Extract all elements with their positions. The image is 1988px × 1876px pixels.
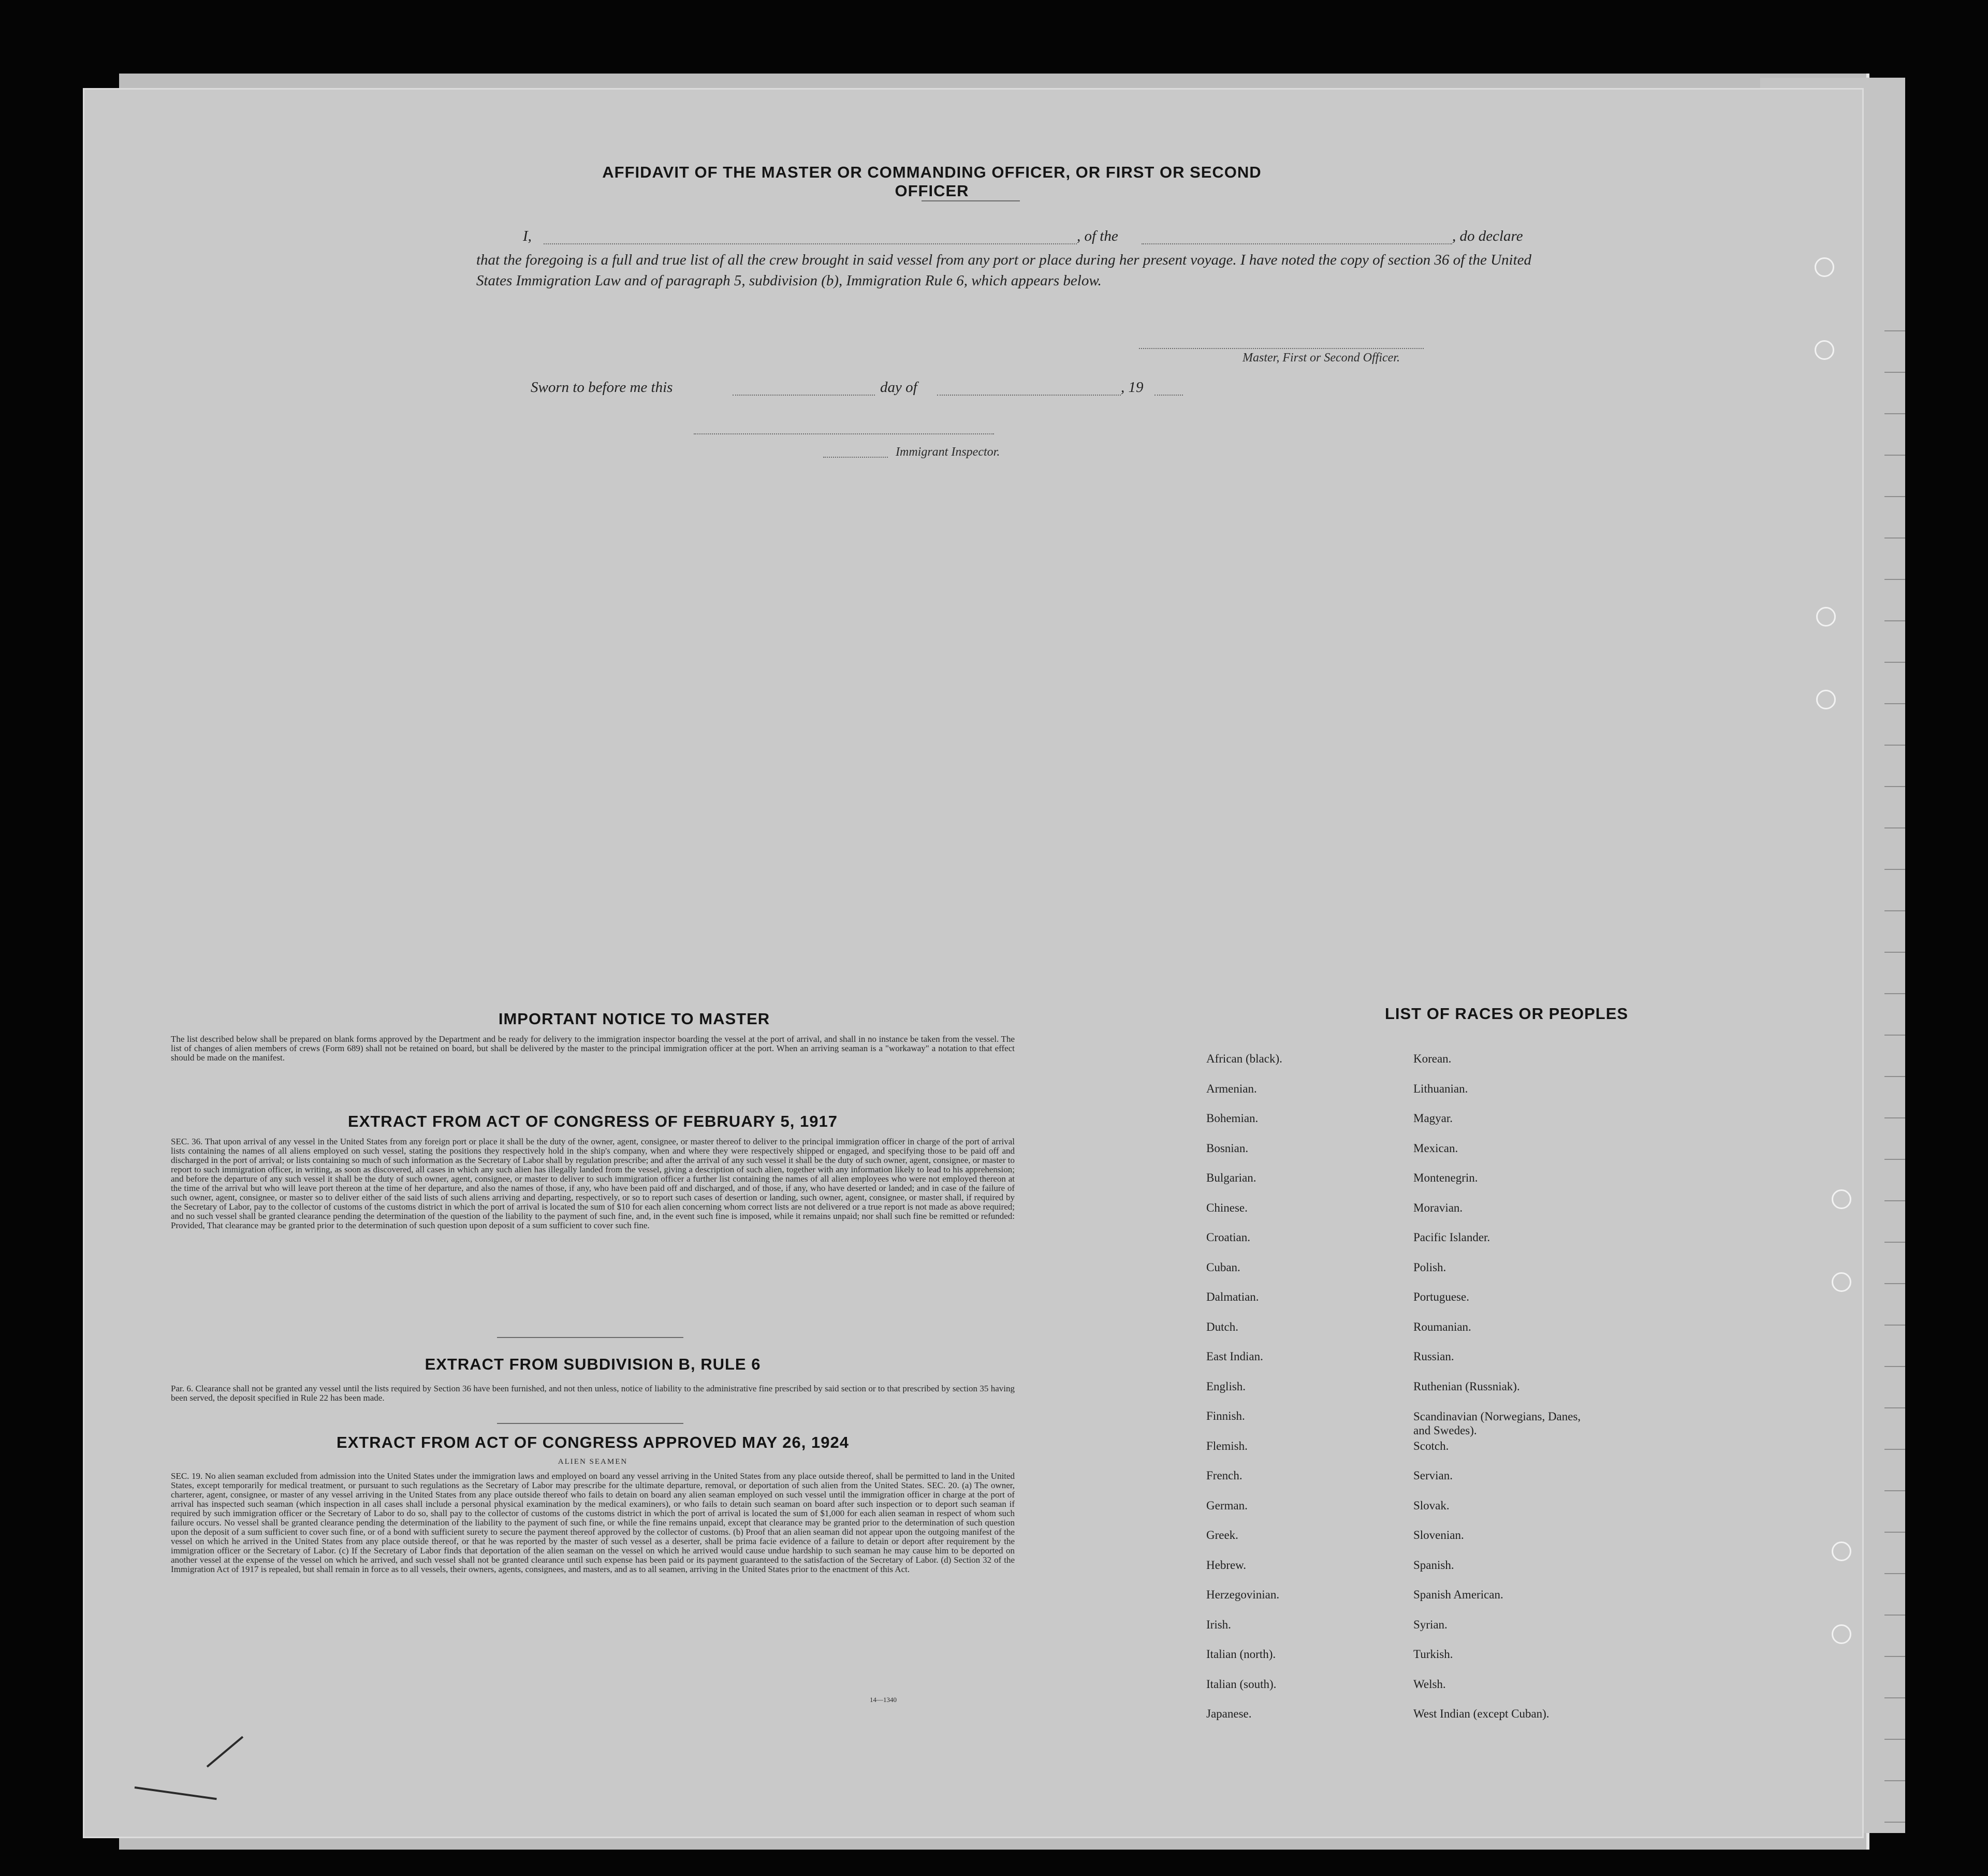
race-item: West Indian (except Cuban). <box>1413 1707 1550 1720</box>
notice-heading: IMPORTANT NOTICE TO MASTER <box>498 1010 770 1028</box>
race-item: Cuban. <box>1206 1260 1240 1274</box>
races-column-1 <box>1206 1052 1282 1737</box>
race-item: Armenian. <box>1206 1082 1257 1095</box>
notice-text: The list described below shall be prepared on blank forms approved by the Department and be ready for delivery to the immigration inspector boarding the vessel at the port of arrival, and shall in no instance be taken from the vessel. The list of changes of alien members of crews (Form 689) shall not be retained on board, but shall be delivered by the master to the principal immigration officer at the port. When an arriving seaman is a "workaway" a notation to that effect should be made on the manifest. <box>171 1034 1015 1063</box>
sworn-label: Sworn to before me this <box>531 379 673 396</box>
binder-hole <box>1816 690 1836 709</box>
heading-divider <box>922 200 1020 201</box>
do-declare-label: , do declare <box>1452 228 1523 244</box>
race-item: Chinese. <box>1206 1201 1248 1214</box>
race-item: Bohemian. <box>1206 1112 1259 1125</box>
race-item: Croatian. <box>1206 1231 1250 1244</box>
inspector-dots <box>823 457 888 458</box>
binder-hole <box>1832 1189 1851 1209</box>
race-item: Welsh. <box>1413 1677 1446 1691</box>
inspector-signature-blank[interactable] <box>694 433 994 434</box>
race-item: Turkish. <box>1413 1648 1453 1661</box>
year-label: , 19 <box>1121 379 1144 396</box>
race-item: Mexican. <box>1413 1141 1458 1155</box>
race-item: Bulgarian. <box>1206 1171 1256 1184</box>
race-item: Scotch. <box>1413 1439 1449 1452</box>
race-item: German. <box>1206 1499 1248 1512</box>
race-item: Dutch. <box>1206 1320 1238 1333</box>
extract-rule6-heading: EXTRACT FROM SUBDIVISION B, RULE 6 <box>425 1355 761 1373</box>
race-item: Flemish. <box>1206 1439 1248 1452</box>
affidavit-body: that the foregoing is a full and true list of all the crew brought in said vessel from any port or place during her present voyage. I have noted the copy of section 36 of the United States Immigration Law and of paragraph 5, subdivision (b), Immigration Rule 6, which appears below. <box>476 252 1532 289</box>
day-blank[interactable] <box>733 395 875 396</box>
race-item: Greek. <box>1206 1529 1238 1541</box>
race-item: Slovenian. <box>1413 1529 1464 1541</box>
race-item: Irish. <box>1206 1618 1231 1631</box>
extract-rule6-text: Par. 6. Clearance shall not be granted any vessel until the lists required by Section 36 have been furnished, and not then unless, notice of liability to the administrative fine prescribed by said section or to that prescribed by section 35 having been served, the deposit specified in Rule 22 has been made. <box>171 1384 1015 1403</box>
race-item: Korean. <box>1413 1052 1452 1065</box>
extract-1917-text: SEC. 36. That upon arrival of any vessel in the United States from any foreign port or place it shall be the duty of the owner, agent, consignee, or master thereof to deliver to the principal immigration officer in charge of the port of arrival lists containing the names of all aliens employed on such vessel, stating the positions they respectively hold in the ship's company, when and where they were respectively shipped or engaged, and specifying those to be paid off and discharged in the port of arrival; or lists containing so much of such information as the Secretary of Labor shall by regulation prescribe; and after the arrival of any such vessel it shall be the duty of such owner, agent, consignee, or master to report to such immigration officer, in writing, as soon as discovered, all cases in which any such alien has illegally landed from the vessel, giving a description of such alien, together with any information likely to lead to his apprehension; and before the departure of any such vessel it shall be the duty of such owner, agent, consignee, or master to deliver to such immigration officer a further list containing the names of all alien employees who were not employed thereon at the time of the arrival but who will leave port thereon at the time of her departure, and also the names of those, if any, who have been paid off and discharged, and of those, if any, who have deserted or landed; and in case of the failure of such owner, agent, consignee, or master so to deliver either of the said lists of such aliens arriving and departing, respectively, or so to report such cases of desertion or landing, such owner, agent, consignee, or master shall, if required by the Secretary of Labor, pay to the collector of customs of the customs district in which the port of arrival is located the sum of $10 for each alien concerning whom correct lists are not delivered or a true report is not made as above required; and no such vessel shall be granted clearance pending the determination of the question of the liability to the payment of such fine, and, in the event such fine is imposed, while it remains unpaid; nor shall such fine be remitted or refunded: Provided, That clearance may be granted prior to the determination of such question upon deposit of a sum sufficient to cover such fine. <box>171 1137 1015 1230</box>
race-item: Polish. <box>1413 1260 1446 1274</box>
race-item: Bosnian. <box>1206 1141 1249 1155</box>
signature-label: Master, First or Second Officer. <box>1242 351 1400 365</box>
document-page <box>83 88 1864 1838</box>
binder-hole <box>1832 1624 1851 1644</box>
races-heading: LIST OF RACES OR PEOPLES <box>1384 1005 1629 1023</box>
extract-1917-heading: EXTRACT FROM ACT OF CONGRESS OF FEBRUARY 5, 1917 <box>348 1112 838 1130</box>
race-item: Finnish. <box>1206 1409 1245 1422</box>
race-item: Montenegrin. <box>1413 1171 1478 1184</box>
section-divider <box>497 1337 683 1338</box>
form-number: 14—1340 <box>870 1696 897 1704</box>
inspector-label: Immigrant Inspector. <box>896 445 1000 459</box>
race-item: East Indian. <box>1206 1350 1263 1363</box>
binder-hole <box>1815 340 1834 360</box>
race-item: Slovak. <box>1413 1499 1450 1512</box>
race-item: Spanish. <box>1413 1558 1454 1572</box>
extract-1924-heading: EXTRACT FROM ACT OF CONGRESS APPROVED MAY 26, 1924 <box>337 1433 849 1451</box>
affidavit-i-label: I, <box>523 228 532 244</box>
pencil-mark <box>135 1786 217 1800</box>
day-of-label: day of <box>880 379 917 396</box>
name-blank[interactable] <box>544 243 1077 244</box>
extract-1924-text: SEC. 19. No alien seaman excluded from admission into the United States under the immigration laws and employed on board any vessel arriving in the United States from any place outside thereof, shall be permitted to land in the United States, except temporarily for medical treatment, or pursuant to such regulations as the Secretary of Labor may prescribe for the ultimate departure, removal, or deportation of such alien from the United States. SEC. 20. (a) The owner, charterer, agent, consignee, or master of any vessel arriving in the United States from any place outside thereof who fails to detain on board any alien seaman employed on such vessel until the immigration officer in charge at the port of arrival has inspected such seaman (which inspection in all cases shall include a personal physical examination by the medical examiners), or who fails to detain such seaman on board after such inspection or to deport such seaman if required by such immigration officer or the Secretary of Labor to do so, shall pay to the collector of customs of the customs district in which the port of arrival is located the sum of $1,000 for each alien seaman in respect of whom such failure occurs. No vessel shall be granted clearance pending the determination of the liability to the payment of such fine, or while the fine remains unpaid, except that clearance may be granted prior to the determination of such question upon the deposit of a sum sufficient to cover such fine, or of a bond with sufficient surety to secure the payment thereof approved by the collector of customs. (b) Proof that an alien seaman did not appear upon the outgoing manifest of the vessel on which he arrived in the United States from any place outside thereof, or that he was reported by the master of such vessel as a deserter, shall be prima facie evidence of a failure to detain or deport after requirement by the immigration officer or the Secretary of Labor. (c) If the Secretary of Labor finds that deportation of the alien seaman on the vessel on which he arrived would cause undue hardship to such seaman he may cause him to be deported on another vessel at the expense of the vessel on which he arrived, and such vessel shall not be granted clearance until such expense has been paid or its payment guaranteed to the satisfaction of the Secretary of Labor. (d) Section 32 of the Immigration Act of 1917 is repealed, but shall remain in force as to all vessels, their owners, agents, consignees, and masters, and as to all seamen, arriving in the United States prior to the enactment of this Act. <box>171 1471 1015 1574</box>
race-item: Hebrew. <box>1206 1558 1247 1572</box>
race-item: Pacific Islander. <box>1413 1231 1490 1244</box>
alien-seamen-subheading: ALIEN SEAMEN <box>558 1458 628 1466</box>
binder-hole <box>1816 607 1836 627</box>
race-item: Russian. <box>1413 1350 1454 1363</box>
race-item: Italian (south). <box>1206 1677 1277 1691</box>
vessel-blank[interactable] <box>1142 243 1452 244</box>
race-item: Japanese. <box>1206 1707 1252 1720</box>
race-item: Servian. <box>1413 1469 1453 1482</box>
race-item: Lithuanian. <box>1413 1082 1468 1095</box>
race-item: Scandinavian (Norwegians, Danes, and Swedes). <box>1413 1410 1581 1437</box>
race-item: Moravian. <box>1413 1201 1463 1214</box>
binder-hole <box>1832 1541 1851 1561</box>
binder-hole <box>1815 257 1834 277</box>
race-item: Ruthenian (Russniak). <box>1413 1379 1520 1393</box>
race-item: Magyar. <box>1413 1112 1453 1125</box>
race-item: Syrian. <box>1413 1618 1448 1631</box>
race-item: Dalmatian. <box>1206 1290 1259 1303</box>
signature-blank[interactable] <box>1139 348 1424 349</box>
race-item: Italian (north). <box>1206 1648 1276 1661</box>
section-divider-2 <box>497 1423 683 1424</box>
race-item: Spanish American. <box>1413 1588 1503 1601</box>
races-column-2 <box>1413 1052 1600 1737</box>
race-item: Herzegovinian. <box>1206 1588 1280 1601</box>
race-item: French. <box>1206 1469 1242 1482</box>
month-blank[interactable] <box>937 395 1121 396</box>
race-item: English. <box>1206 1379 1246 1393</box>
race-item: Roumanian. <box>1413 1320 1471 1333</box>
of-the-label: , of the <box>1077 228 1118 244</box>
race-item: Portuguese. <box>1413 1290 1469 1303</box>
affidavit-heading: AFFIDAVIT OF THE MASTER OR COMMANDING OFFICER, OR FIRST OR SECOND OFFICER <box>602 163 1262 200</box>
year-blank[interactable] <box>1154 395 1183 396</box>
binder-hole <box>1832 1272 1851 1292</box>
pencil-mark <box>207 1736 244 1768</box>
ruled-page-edge <box>1884 290 1905 1823</box>
race-item: African (black). <box>1206 1052 1282 1065</box>
